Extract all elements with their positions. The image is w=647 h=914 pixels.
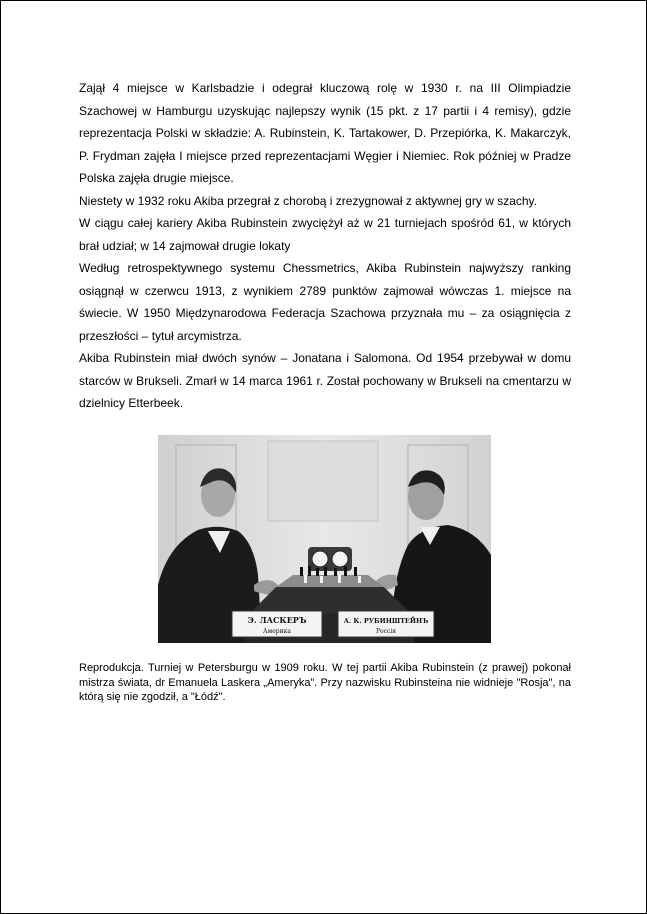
paragraph-olympiad: Zajął 4 miejsce w Karlsbadzie i odegrał kluczową rolę w 1930 r. na III Olimpiadzie Szachowej w Hamburgu uzyskując najlepszy wynik (15 pkt. z 17 partii i 4 remisy), gdzie reprezentacja Polski w składzie: A. Rubinstein, K. Tartakower, D. Przepiórka, K. Makarczyk, P. Frydman zajęła I miejsce przed reprezentacjami Węgier i Niemiec. Rok później w Pradze Polska zajęła drugie miejsce. <box>79 81 571 185</box>
right-name-placard <box>338 611 434 637</box>
paragraph-family: Akiba Rubinstein miał dwóch synów – Jonatana i Salomona. Od 1954 przebywał w domu starców w Brukseli. Zmarł w 14 marca 1961 r. Został pochowany w Brukseli na cmentarzu w dzielnicy Etterbeek. <box>79 351 571 410</box>
photo-caption <box>79 661 571 705</box>
historical-photo <box>158 435 491 643</box>
right-placard-name: А. К. РУБИНШТЕЙНЪ <box>343 617 429 625</box>
left-name-placard <box>232 611 322 637</box>
body-text <box>79 77 571 415</box>
paragraph-illness: Niestety w 1932 roku Akiba przegrał z chorobą i zrezygnował z aktywnej gry w szachy. <box>79 193 537 208</box>
paragraph-career: W ciągu całej kariery Akiba Rubinstein zwyciężył aż w 21 turniejach spośród 61, w których brał udział; w 14 zajmował drugie lokaty <box>79 216 571 253</box>
left-placard-name: Э. ЛАСКЕРЪ <box>247 615 307 625</box>
chess-game-photo <box>158 435 491 643</box>
right-placard-country: Россія <box>375 628 397 635</box>
paragraph-chessmetrics: Według retrospektywnego systemu Chessmetrics, Akiba Rubinstein najwyższy ranking osiągnął w czerwcu 1913, z wynikiem 2789 punktów zajmował wówczas 1. miejsce na świecie. W 1950 Międzynarodowa Federacja Szachowa przyznała mu – za osiągnięcia z przeszłości – tytuł arcymistrza. <box>79 261 571 343</box>
caption-text: Reprodukcja. Turniej w Petersburgu w 1909 roku. W tej partii Akiba Rubinstein (z prawej) pokonał mistrza świata, dr Emanuela Laskera „Ameryka”. Przy nazwisku Rubinsteina nie widnieje "Rosja", na którą się nie zgodził, a "Łódź". <box>79 662 571 703</box>
left-placard-country: Америка <box>263 628 291 635</box>
